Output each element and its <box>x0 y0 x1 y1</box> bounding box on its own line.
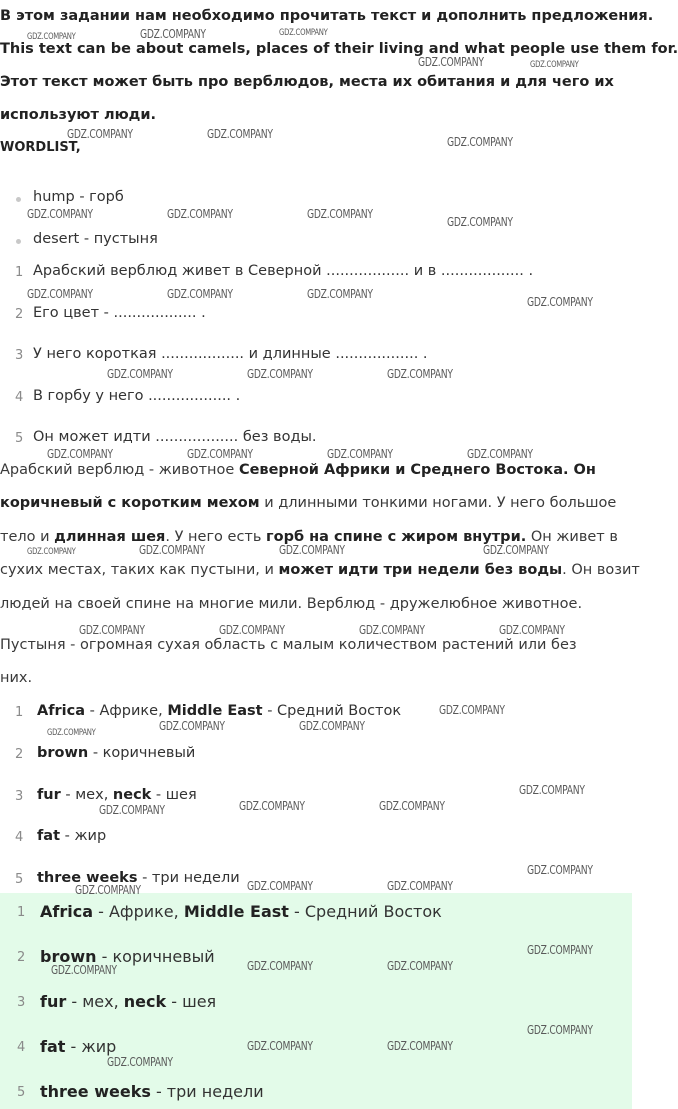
item-number: 2 <box>15 747 24 762</box>
passage-text: . У него есть <box>165 529 267 545</box>
watermark: GDZ.COMPANY <box>47 447 113 461</box>
watermark: GDZ.COMPANY <box>67 127 133 141</box>
wordlist-item: hump - горб <box>33 189 124 205</box>
item-number: 5 <box>15 872 24 887</box>
watermark: GDZ.COMPANY <box>447 215 513 229</box>
wordlist-label: WORDLIST, <box>0 140 81 155</box>
watermark: GDZ.COMPANY <box>27 547 76 557</box>
item-number: 3 <box>15 348 24 363</box>
item-number: 2 <box>17 950 26 965</box>
watermark: GDZ.COMPANY <box>219 623 285 637</box>
watermark: GDZ.COMPANY <box>527 295 593 309</box>
watermark: GDZ.COMPANY <box>379 799 445 813</box>
passage-bold: коричневый с коротким мехом <box>0 495 260 511</box>
passage-line: них. <box>0 670 33 686</box>
passage-bold: длинная шея <box>54 529 166 545</box>
passage-bold: может идти три недели без воды <box>278 562 563 578</box>
passage-line: людей на своей спине на многие мили. Верблюд - дружелюбное животное. <box>0 596 583 612</box>
item-number: 4 <box>15 830 24 845</box>
passage-text: Арабский верблюд - животное <box>0 462 239 478</box>
watermark: GDZ.COMPANY <box>247 879 313 893</box>
item-number: 4 <box>15 390 24 405</box>
sentence-text: Его цвет - .................. . <box>33 305 206 321</box>
item-number: 2 <box>15 307 24 322</box>
watermark: GDZ.COMPANY <box>527 943 593 957</box>
answer-text: brown - коричневый <box>40 947 215 966</box>
sentence-text: В горбу у него .................. . <box>33 388 241 404</box>
watermark: GDZ.COMPANY <box>387 1039 453 1053</box>
answer-text: fur - мех, neck - шея <box>37 787 197 803</box>
watermark: GDZ.COMPANY <box>207 127 273 141</box>
passage-text: сухих местах, таких как пустыни, и <box>0 562 279 578</box>
watermark: GDZ.COMPANY <box>247 367 313 381</box>
watermark: GDZ.COMPANY <box>187 447 253 461</box>
intro-line-1: В этом задании нам необходимо прочитать текст и дополнить предложения. <box>0 8 654 24</box>
passage-text: . Он возит <box>562 562 640 578</box>
watermark: GDZ.COMPANY <box>51 963 117 977</box>
watermark: GDZ.COMPANY <box>167 207 233 221</box>
passage-line: Пустыня - огромная сухая область с малым количеством растений или без <box>0 637 577 653</box>
wordlist-item: desert - пустыня <box>33 231 158 247</box>
answer-text: fat - жир <box>40 1037 117 1056</box>
passage-bold: горб на спине с жиром внутри. <box>266 529 527 545</box>
intro-line-4: используют люди. <box>0 107 157 123</box>
highlighted-answers <box>0 893 632 1109</box>
sentence-text: Он может идти .................. без воды. <box>33 429 317 445</box>
item-number: 5 <box>17 1085 26 1100</box>
watermark: GDZ.COMPANY <box>527 1023 593 1037</box>
watermark: GDZ.COMPANY <box>79 623 145 637</box>
watermark: GDZ.COMPANY <box>247 959 313 973</box>
watermark: GDZ.COMPANY <box>159 719 225 733</box>
sentence-text: Арабский верблюд живет в Северной .................. и в .................. . <box>33 263 534 279</box>
item-number: 3 <box>15 789 24 804</box>
passage-text: Он живет в <box>526 529 618 545</box>
passage-bold: Северной Африки и Среднего Востока. Он <box>238 462 596 478</box>
sentence-text: У него короткая .................. и длинные .................. . <box>33 346 428 362</box>
watermark: GDZ.COMPANY <box>27 32 76 42</box>
item-number: 5 <box>15 431 24 446</box>
watermark: GDZ.COMPANY <box>140 27 206 41</box>
watermark: GDZ.COMPANY <box>387 879 453 893</box>
watermark: GDZ.COMPANY <box>327 447 393 461</box>
watermark: GDZ.COMPANY <box>483 543 549 557</box>
watermark: GDZ.COMPANY <box>139 543 205 557</box>
watermark: GDZ.COMPANY <box>107 367 173 381</box>
watermark: GDZ.COMPANY <box>530 60 579 70</box>
watermark: GDZ.COMPANY <box>299 719 365 733</box>
watermark: GDZ.COMPANY <box>279 543 345 557</box>
answer-text: three weeks - три недели <box>40 1082 264 1101</box>
watermark: GDZ.COMPANY <box>418 55 484 69</box>
answer-text: brown - коричневый <box>37 745 196 761</box>
watermark: GDZ.COMPANY <box>387 367 453 381</box>
item-number: 4 <box>17 1040 26 1055</box>
watermark: GDZ.COMPANY <box>279 28 328 38</box>
watermark: GDZ.COMPANY <box>307 287 373 301</box>
watermark: GDZ.COMPANY <box>75 883 141 897</box>
watermark: GDZ.COMPANY <box>527 863 593 877</box>
watermark: GDZ.COMPANY <box>47 728 96 738</box>
item-number: 1 <box>17 905 26 920</box>
bullet-icon <box>16 239 21 244</box>
watermark: GDZ.COMPANY <box>359 623 425 637</box>
watermark: GDZ.COMPANY <box>167 287 233 301</box>
watermark: GDZ.COMPANY <box>107 1055 173 1069</box>
passage-line <box>0 554 640 588</box>
watermark: GDZ.COMPANY <box>439 703 505 717</box>
item-number: 1 <box>15 705 24 720</box>
watermark: GDZ.COMPANY <box>519 783 585 797</box>
passage-text: и длинными тонкими ногами. У него большое <box>259 495 617 511</box>
item-number: 1 <box>15 265 24 280</box>
answer-text: fur - мех, neck - шея <box>40 992 217 1011</box>
watermark: GDZ.COMPANY <box>499 623 565 637</box>
bullet-icon <box>16 197 21 202</box>
passage-text: тело и <box>0 529 55 545</box>
intro-line-2: This text can be about camels, places of their living and what people use them for. <box>0 41 678 57</box>
watermark: GDZ.COMPANY <box>307 207 373 221</box>
answer-text: three weeks - три недели <box>37 870 240 886</box>
passage-line <box>0 487 616 521</box>
answer-text: Africa - Африке, Middle East - Средний Восток <box>37 703 402 719</box>
watermark: GDZ.COMPANY <box>467 447 533 461</box>
answer-text: Africa - Африке, Middle East - Средний Восток <box>40 902 442 921</box>
watermark: GDZ.COMPANY <box>387 959 453 973</box>
watermark: GDZ.COMPANY <box>27 207 93 221</box>
item-number: 3 <box>17 995 26 1010</box>
answer-text: fat - жир <box>37 828 107 844</box>
watermark: GDZ.COMPANY <box>27 287 93 301</box>
intro-line-3: Этот текст может быть про верблюдов, места их обитания и для чего их <box>0 74 614 90</box>
watermark: GDZ.COMPANY <box>239 799 305 813</box>
watermark: GDZ.COMPANY <box>247 1039 313 1053</box>
watermark: GDZ.COMPANY <box>447 135 513 149</box>
watermark: GDZ.COMPANY <box>99 803 165 817</box>
